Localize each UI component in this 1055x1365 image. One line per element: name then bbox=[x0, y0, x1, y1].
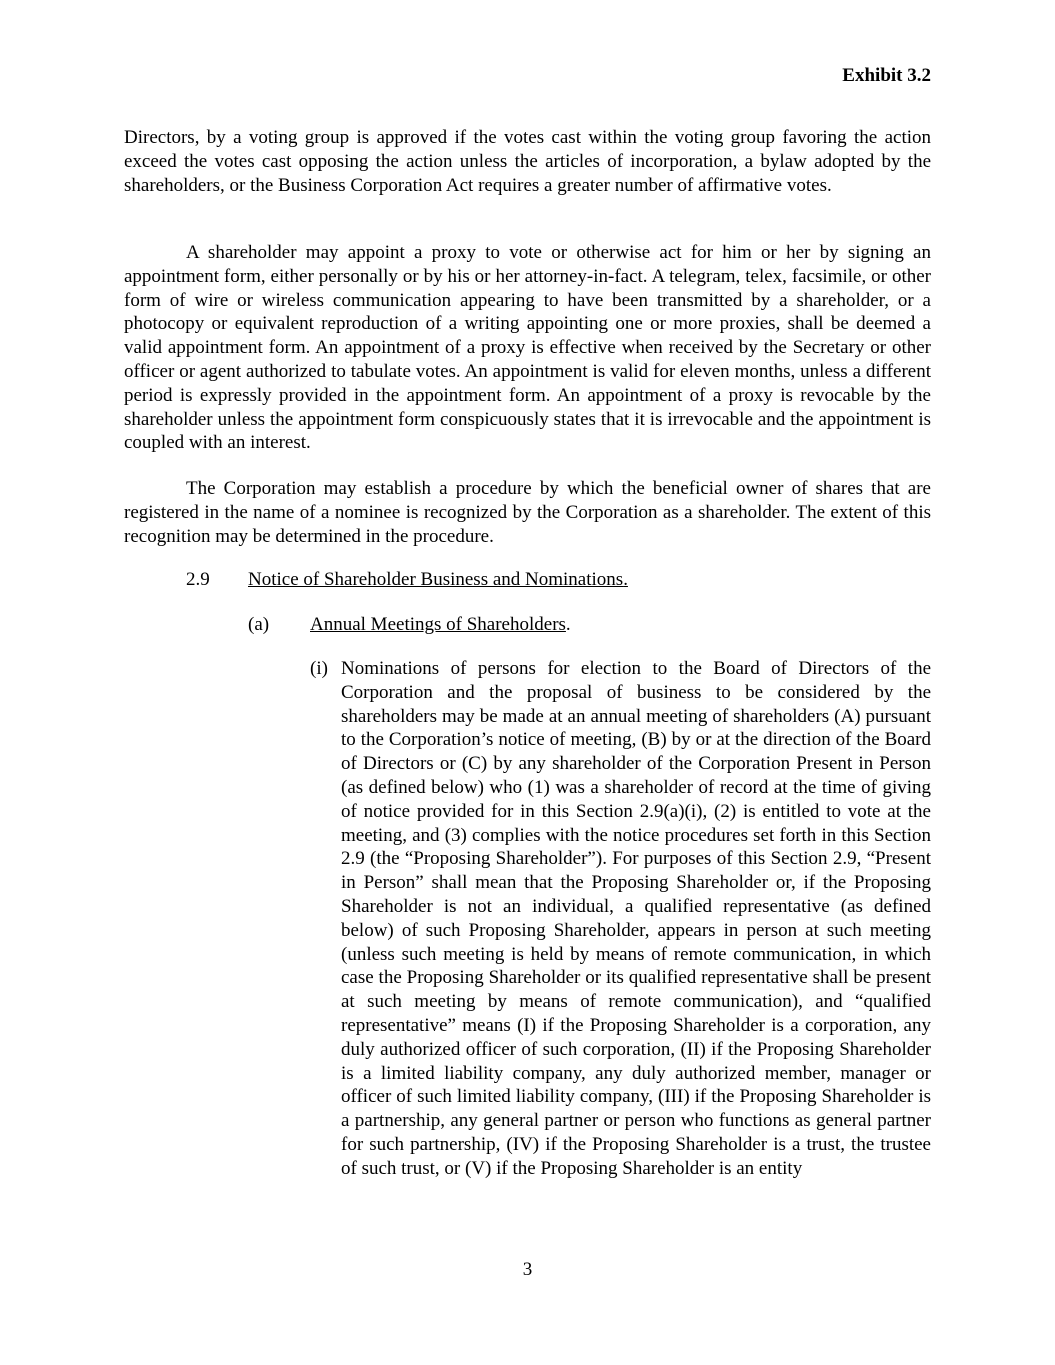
paragraph-proxy: A shareholder may appoint a proxy to vote or otherwise act for him or her by signing an appointment form, either personally or by his or her attorney-in-fact. A telegram, telex, facsimile, or other form of wire or wireless communication appearing to have been transmitted by a shareholder, or a photocopy or equivalent reproduction of a writing appointing one or more proxies, shall be deemed a valid appointment form. An appointment of a proxy is effective when received by the Secretary or other officer or agent authorized to tabulate votes. An appointment is valid for eleven months, unless a different period is expressly provided in the appointment form. An appointment of a proxy is revocable by the shareholder unless the appointment form conspicuously states that it is irrevocable and the appointment is coupled with an interest. bbox=[124, 242, 931, 454]
paragraph-voting-group: Directors, by a voting group is approved if the votes cast within the voting group favoring the action exceed the votes cast opposing the action unless the articles of incorporation, a bylaw adopted by the shareholders, or the Business Corporation Act requires a greater number of affirmative votes. bbox=[124, 127, 931, 196]
page-number: 3 bbox=[522, 1259, 533, 1280]
item-i-text: Nominations of persons for election to the Board of Directors of the Corporation and the proposal of business to be considered by the shareholders may be made at an annual meeting of shareholders (A) pursuant to the Corporation’s notice of meeting, (B) by or at the direction of the Board of Directors or (C) by any shareholder of the Corporation Present in Person (as defined below) who (1) was a shareholder of record at the time of giving of notice provided for in this Section 2.9(a)(i), (2) is entitled to vote at the meeting, and (3) complies with the notice procedures set forth in this Section 2.9 (the “Proposing Shareholder”). For purposes of this Section 2.9, “Present in Person” shall mean that the Proposing Shareholder or, if the Proposing Shareholder is not an individual, a qualified representative (as defined below) of such Proposing Shareholder, appears in person at such meeting (unless such meeting is held by means of remote communication, in which case the Proposing Shareholder or its qualified representative shall be present at such meeting by means of remote communication), and “qualified representative” means (I) if the Proposing Shareholder is a corporation, any duly authorized officer of such corporation, (II) if the Proposing Shareholder is a limited liability company, any duly authorized member, manager or officer of such limited liability company, (III) if the Proposing Shareholder is a partnership, any general partner or person who functions as general partner for such partnership, (IV) if the Proposing Shareholder is a trust, the trustee of such trust, or (V) if the Proposing Shareholder is an entity bbox=[341, 658, 931, 1179]
exhibit-label: Exhibit 3.2 bbox=[842, 65, 931, 86]
section-title: Notice of Shareholder Business and Nominations bbox=[248, 569, 624, 590]
section-title-period: . bbox=[623, 569, 628, 590]
item-marker: (i) bbox=[310, 658, 328, 679]
subsection-title: Annual Meetings of Shareholders bbox=[310, 614, 566, 635]
item-i bbox=[310, 657, 931, 1181]
section-number: 2.9 bbox=[186, 569, 210, 590]
subsection-title-period: . bbox=[565, 614, 571, 635]
paragraph-beneficial-owner: The Corporation may establish a procedure by which the beneficial owner of shares that are registered in the name of a nominee is recognized by the Corporation as a shareholder. The extent of this recognition may be determined in the procedure. bbox=[124, 478, 931, 547]
subsection-number: (a) bbox=[248, 614, 270, 635]
